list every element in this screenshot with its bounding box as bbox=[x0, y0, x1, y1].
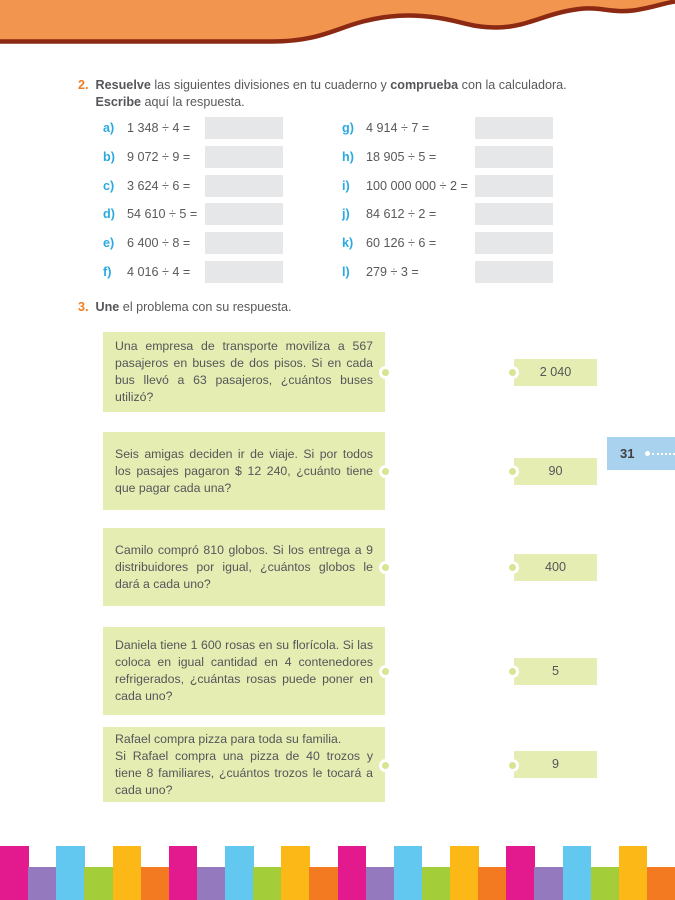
footer-block-yellow bbox=[450, 846, 479, 900]
answer-connector-dot[interactable] bbox=[506, 561, 519, 574]
problem-connector-dot[interactable] bbox=[379, 465, 392, 478]
problem-row-3 bbox=[103, 528, 675, 606]
problem-text: Camilo compró 810 globos. Si los entrega a 9 distribuidores por igual, ¿cuántos globos le dará a cada uno? bbox=[115, 542, 373, 591]
heading-text: las siguientes divisiones en tu cuaderno y bbox=[150, 78, 391, 92]
division-letter-k: k) bbox=[342, 236, 354, 251]
division-letter-g: g) bbox=[342, 121, 354, 135]
footer-block-green bbox=[591, 867, 620, 900]
problem-text: Seis amigas deciden ir de viaje. Si por todos los pasajes pagaron $ 12 240, ¿cuánto tiene que pagar cada una? bbox=[115, 446, 373, 495]
footer-block-yellow bbox=[281, 846, 310, 900]
problem-card-5[interactable] bbox=[103, 727, 385, 802]
problem-connector-dot[interactable] bbox=[379, 561, 392, 574]
section2-heading bbox=[78, 77, 590, 110]
section2-number: 2. bbox=[78, 78, 89, 92]
tab-dot-icon bbox=[645, 451, 650, 456]
division-letter-b: b) bbox=[103, 149, 115, 164]
tab-dotted-line bbox=[652, 453, 675, 455]
footer-block-yellow bbox=[619, 846, 648, 900]
problem-card-3[interactable] bbox=[103, 528, 385, 606]
footer-block-green bbox=[253, 867, 282, 900]
footer-block-green bbox=[84, 867, 113, 900]
division-answer-box-e[interactable] bbox=[205, 232, 283, 254]
footer-block-cyan bbox=[563, 846, 592, 900]
division-answer-box-a[interactable] bbox=[205, 117, 283, 139]
problem-text: Rafael compra pizza para toda su familia. bbox=[115, 731, 342, 746]
division-answer-box-l[interactable] bbox=[475, 261, 553, 283]
footer-block-magenta bbox=[169, 846, 198, 900]
division-expression-l: 279 ÷ 3 = bbox=[366, 265, 419, 279]
division-expression-h: 18 905 ÷ 5 = bbox=[366, 149, 437, 164]
page-number-tab bbox=[607, 437, 675, 470]
division-answer-box-b[interactable] bbox=[205, 146, 283, 168]
problem-row-5 bbox=[103, 727, 675, 802]
answer-card-1[interactable]: 2 040 bbox=[514, 359, 597, 386]
division-letter-e: e) bbox=[103, 236, 115, 251]
problem-row-1 bbox=[103, 332, 675, 412]
division-expression-a: 1 348 ÷ 4 = bbox=[127, 121, 191, 135]
division-expression-c: 3 624 ÷ 6 = bbox=[127, 178, 191, 193]
problem-row-2 bbox=[103, 432, 675, 510]
division-letter-f: f) bbox=[103, 265, 112, 279]
page-number: 31 bbox=[620, 446, 635, 461]
division-expression-g: 4 914 ÷ 7 = bbox=[366, 121, 430, 135]
answer-card-4[interactable]: 5 bbox=[514, 658, 597, 685]
division-answer-box-d[interactable] bbox=[205, 203, 283, 225]
problem-row-4 bbox=[103, 627, 675, 715]
footer-block-orange bbox=[647, 867, 675, 900]
division-letter-a: a) bbox=[103, 121, 115, 135]
footer-block-orange bbox=[141, 867, 170, 900]
footer-block-purple bbox=[534, 867, 563, 900]
division-letter-i: i) bbox=[342, 178, 350, 193]
answer-connector-dot[interactable] bbox=[506, 465, 519, 478]
problem-card-1[interactable] bbox=[103, 332, 385, 412]
answer-card-5[interactable]: 9 bbox=[514, 751, 597, 778]
division-expression-f: 4 016 ÷ 4 = bbox=[127, 265, 191, 279]
division-answer-box-c[interactable] bbox=[205, 175, 283, 197]
footer-block-cyan bbox=[56, 846, 85, 900]
heading-keyword: comprueba bbox=[390, 78, 459, 92]
division-expression-e: 6 400 ÷ 8 = bbox=[127, 236, 191, 251]
division-expression-j: 84 612 ÷ 2 = bbox=[366, 207, 437, 222]
footer-block-purple bbox=[28, 867, 57, 900]
problem-connector-dot[interactable] bbox=[379, 366, 392, 379]
answer-connector-dot[interactable] bbox=[506, 366, 519, 379]
problem-card-2[interactable] bbox=[103, 432, 385, 510]
heading-keyword: Une bbox=[95, 300, 120, 314]
footer-block-orange bbox=[478, 867, 507, 900]
problem-text: Una empresa de transporte moviliza a 567 pasajeros en buses de dos pisos. Si en cada bus llevó a 63 pasajeros, ¿cuántos buses utilizó? bbox=[115, 339, 373, 404]
division-expression-b: 9 072 ÷ 9 = bbox=[127, 149, 191, 164]
division-letter-j: j) bbox=[342, 207, 350, 222]
division-expression-d: 54 610 ÷ 5 = bbox=[127, 207, 198, 222]
problem-connector-dot[interactable] bbox=[379, 759, 392, 772]
division-answer-box-i[interactable] bbox=[475, 175, 553, 197]
problem-connector-dot[interactable] bbox=[379, 665, 392, 678]
division-letter-h: h) bbox=[342, 149, 354, 164]
footer-block-cyan bbox=[225, 846, 254, 900]
division-letter-c: c) bbox=[103, 178, 115, 193]
heading-keyword: Resuelve bbox=[95, 78, 151, 92]
footer-block-purple bbox=[366, 867, 395, 900]
division-answer-box-f[interactable] bbox=[205, 261, 283, 283]
answer-connector-dot[interactable] bbox=[506, 665, 519, 678]
answer-card-2[interactable]: 90 bbox=[514, 458, 597, 485]
section3-heading-text bbox=[96, 299, 292, 316]
division-answer-box-h[interactable] bbox=[475, 146, 553, 168]
footer-block-purple bbox=[197, 867, 226, 900]
footer-block-yellow bbox=[113, 846, 142, 900]
problem-text: Si Rafael compra una pizza de 40 trozos y tiene 8 familiares, ¿cuántos trozos le tocará a cada uno? bbox=[115, 748, 373, 797]
footer-block-cyan bbox=[394, 846, 423, 900]
footer-block-magenta bbox=[338, 846, 367, 900]
footer-block-magenta bbox=[0, 846, 29, 900]
heading-text: aquí la respuesta. bbox=[141, 94, 245, 109]
division-letter-d: d) bbox=[103, 207, 115, 222]
footer-block-green bbox=[422, 867, 451, 900]
division-answer-box-j[interactable] bbox=[475, 203, 553, 225]
footer-block-magenta bbox=[506, 846, 535, 900]
answer-card-3[interactable]: 400 bbox=[514, 554, 597, 581]
top-wave-decoration bbox=[0, 0, 675, 48]
section3-number: 3. bbox=[78, 300, 89, 314]
answer-connector-dot[interactable] bbox=[506, 759, 519, 772]
heading-text: con la calculadora. bbox=[458, 78, 567, 92]
problem-text: Daniela tiene 1 600 rosas en su florícola. Si las coloca en igual cantidad en 4 contenedores refrigerados, ¿cuántas rosas puede poner en cada uno? bbox=[115, 638, 373, 703]
heading-text: el problema con su respuesta. bbox=[119, 300, 292, 314]
division-expression-i: 100 000 000 ÷ 2 = bbox=[366, 178, 468, 193]
division-answer-box-k[interactable] bbox=[475, 232, 553, 254]
division-expression-k: 60 126 ÷ 6 = bbox=[366, 236, 437, 251]
problem-card-4[interactable] bbox=[103, 627, 385, 715]
section3-heading bbox=[78, 299, 590, 316]
heading-keyword: Escribe bbox=[95, 94, 142, 109]
division-answer-box-g[interactable] bbox=[475, 117, 553, 139]
division-letter-l: l) bbox=[342, 265, 350, 279]
section2-heading-text bbox=[96, 77, 590, 110]
wave-fill-shape bbox=[0, 0, 675, 42]
footer-block-orange bbox=[309, 867, 338, 900]
